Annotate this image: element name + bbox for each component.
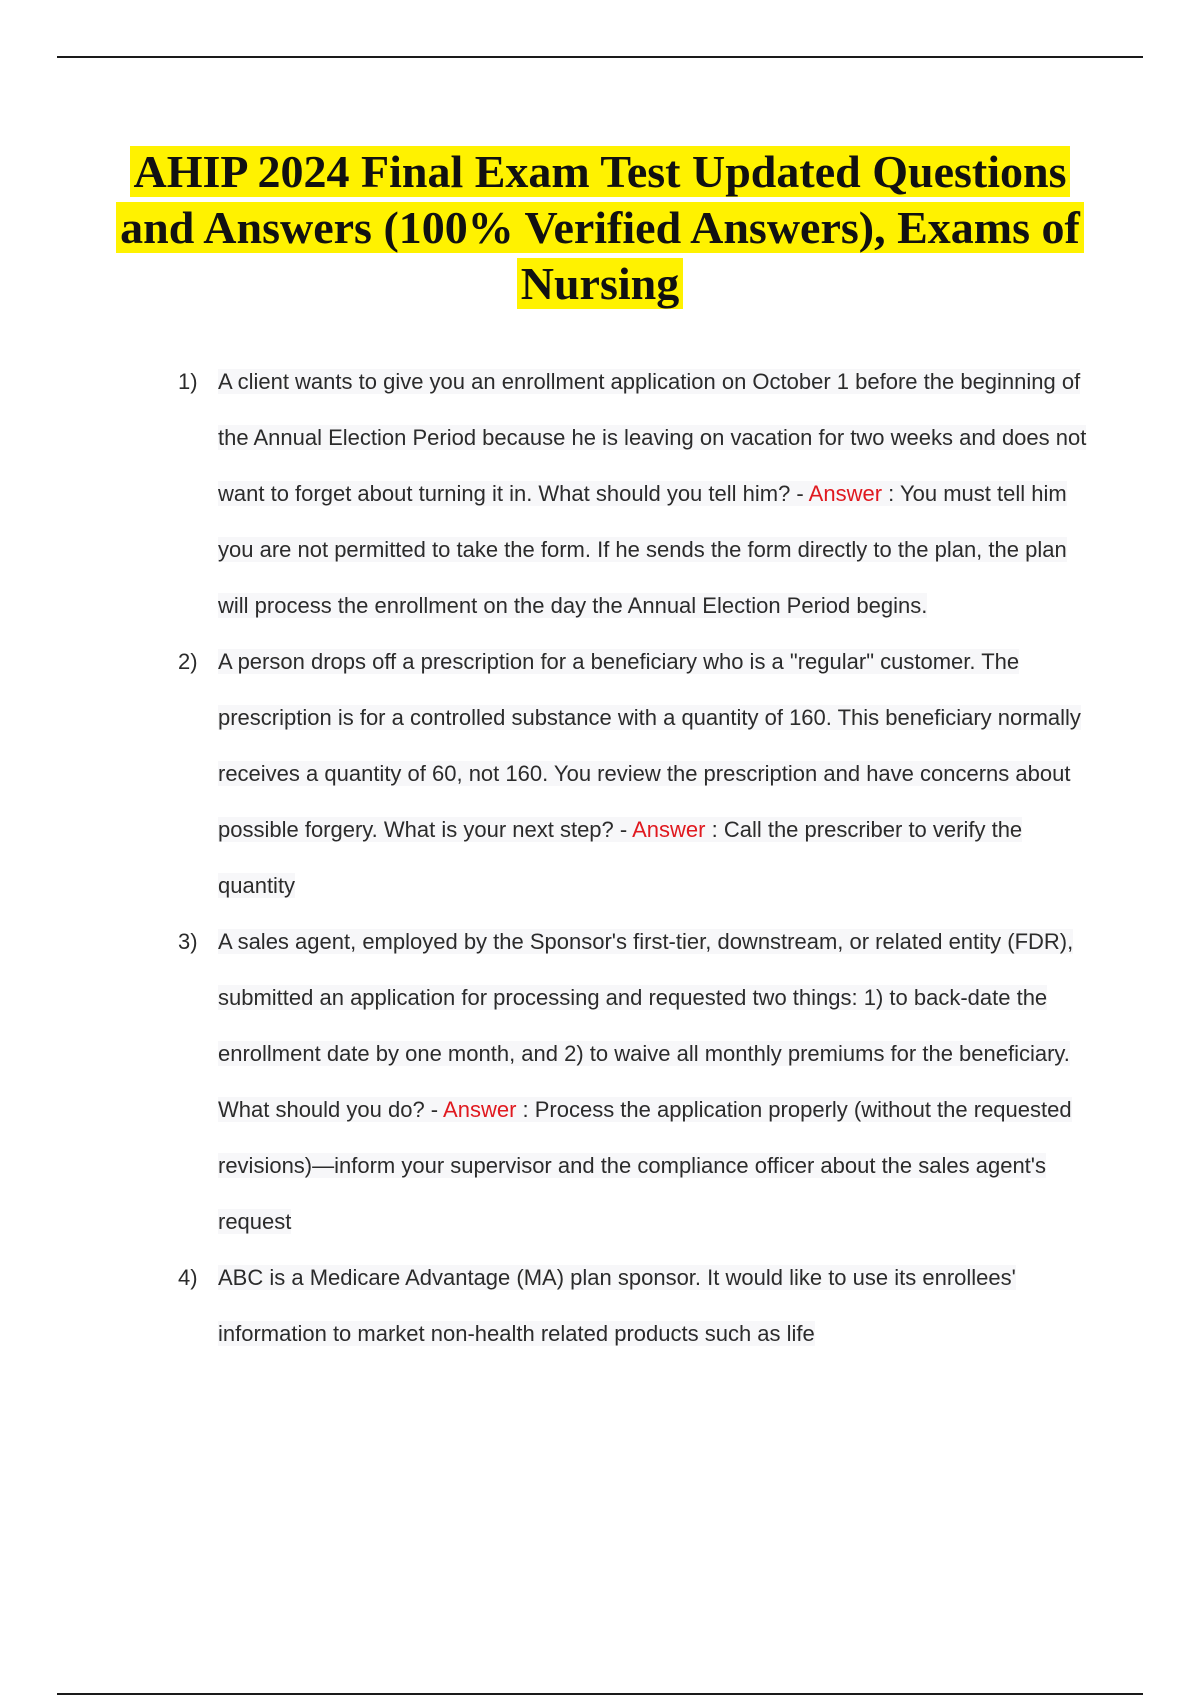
question-body: ABC is a Medicare Advantage (MA) plan sponsor. It would like to use its enrollees' information to market non-health related products such as life (218, 1265, 1016, 1346)
header-rule (57, 56, 1143, 58)
question-item-1 (178, 354, 1096, 634)
question-number: 2) (178, 649, 198, 674)
answer-text: : Process the application properly (without the requested revisions)—inform your supervisor and the compliance officer about the sales agent's request (218, 1097, 1072, 1234)
question-item-2 (178, 634, 1096, 914)
question-number: 1) (178, 369, 198, 394)
question-text (218, 929, 1073, 1234)
question-text (218, 369, 1086, 618)
question-text (218, 1265, 1016, 1346)
question-text (218, 649, 1081, 898)
question-item-3 (178, 914, 1096, 1250)
footer-rule (57, 1693, 1143, 1695)
answer-label: Answer (808, 481, 883, 506)
document-title (100, 144, 1100, 312)
question-body: A person drops off a prescription for a beneficiary who is a "regular" customer. The prescription is for a controlled substance with a quantity of 160. This beneficiary normally receives a quantity of 60, not 160. You review the prescription and have concerns about possible forgery. What is your next step? - (218, 649, 1081, 842)
question-body: A client wants to give you an enrollment application on October 1 before the beginning of the Annual Election Period because he is leaving on vacation for two weeks and does not want to forget about turning it in. What should you tell him? - (218, 369, 1087, 506)
question-number: 4) (178, 1265, 198, 1290)
answer-label: Answer (443, 1097, 517, 1122)
title-highlight: AHIP 2024 Final Exam Test Updated Questions and Answers (100% Verified Answers), Exams of Nursing (116, 146, 1084, 309)
answer-label: Answer (632, 817, 706, 842)
question-list (178, 354, 1096, 1362)
answer-text: : You must tell him you are not permitted to take the form. If he sends the form directly to the plan, the plan will process the enrollment on the day the Annual Election Period begins. (218, 481, 1067, 618)
question-item-4 (178, 1250, 1096, 1362)
question-number: 3) (178, 929, 198, 954)
answer-text: : Call the prescriber to verify the quantity (218, 817, 1023, 898)
question-body: A sales agent, employed by the Sponsor's first-tier, downstream, or related entity (FDR), submitted an application for processing and requested two things: 1) to back-date the enrollment date by one month, and 2) to waive all monthly premiums for the beneficiary. What should you do? - (218, 929, 1074, 1122)
